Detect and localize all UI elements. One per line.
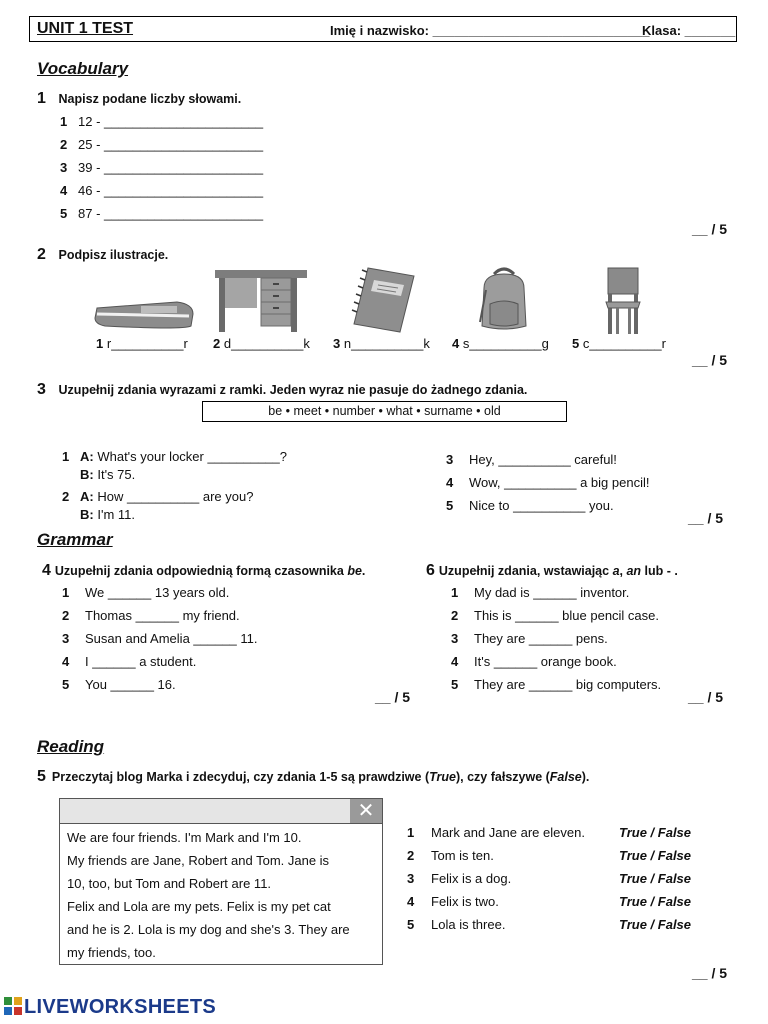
list-item[interactable]: 2 This is ______ blue pencil case.: [451, 608, 660, 623]
label-item-3[interactable]: 3 n__________k: [333, 336, 430, 351]
list-item[interactable]: 2 Thomas ______ my friend.: [62, 608, 240, 623]
list-item[interactable]: 5 They are ______ big computers.: [451, 677, 662, 692]
page-title: UNIT 1 TEST: [37, 20, 134, 37]
exercise-number: 2: [37, 246, 46, 263]
exercise-1-list: [60, 110, 263, 225]
name-field-label[interactable]: Imię i nazwisko: ______________________________: [330, 23, 650, 38]
list-item[interactable]: 5 87 - ______________________: [60, 206, 264, 221]
list-item: 1 Mark and Jane are eleven.: [407, 825, 585, 840]
true-false-choice[interactable]: True / False: [619, 825, 692, 840]
ex3-left-item-2[interactable]: 2 A: How __________ are you? B: I'm 11.: [62, 489, 254, 522]
true-false-choice[interactable]: True / False: [619, 848, 692, 863]
schoolbag-icon: [476, 264, 532, 334]
score: __ / 5: [688, 510, 724, 526]
exercise-number: 3: [37, 381, 46, 398]
list-item: 2 Tom is ten.: [407, 848, 494, 863]
list-item[interactable]: 4 It's ______ orange book.: [451, 654, 617, 669]
close-icon[interactable]: ✕: [350, 799, 382, 823]
exercise-number: 1: [37, 90, 46, 107]
list-item[interactable]: 3 39 - ______________________: [60, 160, 264, 175]
ex5-statements: [407, 821, 585, 936]
exercise-number: 6: [426, 562, 435, 579]
exercise-instruction: Napisz podane liczby słowami.: [58, 92, 242, 106]
ex3-left-item-1[interactable]: 1 A: What's your locker __________? B: It's 75.: [62, 449, 287, 482]
list-item[interactable]: 3 They are ______ pens.: [451, 631, 608, 646]
list-item[interactable]: 4 46 - ______________________: [60, 183, 264, 198]
true-false-choice[interactable]: True / False: [619, 894, 692, 909]
notebook-icon: [350, 266, 416, 334]
exercise-instruction: Uzupełnij zdania wyrazami z ramki. Jeden wyraz nie pasuje do żadnego zdania.: [58, 383, 528, 397]
score: __ / 5: [688, 689, 724, 705]
exercise-6-heading: 6 Uzupełnij zdania, wstawiając a, an lub - .: [426, 562, 678, 579]
list-item[interactable]: 4 I ______ a student.: [62, 654, 197, 669]
brand-name: LIVEWORKSHEETS: [24, 996, 216, 1018]
footer-brand: [4, 996, 216, 1019]
list-item[interactable]: 2 25 - ______________________: [60, 137, 264, 152]
true-false-choice[interactable]: True / False: [619, 917, 692, 932]
list-item[interactable]: 3 Hey, __________ careful!: [446, 452, 617, 467]
exercise-1-heading: [37, 90, 241, 108]
ex5-true-false-options: [619, 821, 691, 936]
list-item[interactable]: 5 You ______ 16.: [62, 677, 176, 692]
blog-window: [59, 798, 383, 965]
list-item: 3 Felix is a dog.: [407, 871, 512, 886]
section-grammar: Grammar: [37, 530, 113, 549]
list-item: 4 Felix is two.: [407, 894, 499, 909]
exercise-number: 4: [42, 562, 51, 579]
section-vocabulary: Vocabulary: [37, 59, 129, 78]
score: __ / 5: [692, 221, 728, 237]
list-item[interactable]: 1 12 - ______________________: [60, 114, 264, 129]
label-item-1[interactable]: 1 r__________r: [96, 336, 188, 351]
ex3-right-list: [446, 448, 649, 517]
liveworksheets-logo-icon: [4, 997, 22, 1015]
score: __ / 5: [692, 965, 728, 981]
exercise-3-heading: [37, 381, 527, 399]
exercise-instruction: Podpisz ilustracje.: [58, 248, 169, 262]
exercise-number: 5: [37, 768, 46, 785]
class-field-label[interactable]: Klasa: _______: [642, 23, 736, 38]
true-false-choice[interactable]: True / False: [619, 871, 692, 886]
label-item-5[interactable]: 5 c__________r: [572, 336, 666, 351]
exercise-2-heading: [37, 246, 168, 264]
list-item[interactable]: 1 We ______ 13 years old.: [62, 585, 230, 600]
exercise-4-list: [62, 581, 258, 696]
list-item[interactable]: 4 Wow, __________ a big pencil!: [446, 475, 650, 490]
chair-icon: [604, 266, 642, 336]
word-box: be • meet • number • what • surname • old: [202, 401, 567, 422]
list-item[interactable]: 5 Nice to __________ you.: [446, 498, 614, 513]
label-item-4[interactable]: 4 s__________g: [452, 336, 549, 351]
header-box: [29, 16, 737, 42]
desk-icon: [213, 268, 309, 334]
score: __ / 5: [692, 352, 728, 368]
list-item: 5 Lola is three.: [407, 917, 506, 932]
section-reading: Reading: [37, 737, 105, 756]
list-item[interactable]: 1 My dad is ______ inventor.: [451, 585, 630, 600]
label-item-2[interactable]: 2 d__________k: [213, 336, 310, 351]
exercise-4-heading: 4 Uzupełnij zdania odpowiednią formą czasownika be.: [42, 562, 366, 579]
blog-title-bar: [60, 799, 382, 824]
score: __ / 5: [375, 689, 411, 705]
blog-text: We are four friends. I'm Mark and I'm 10. My friends are Jane, Robert and Tom. Jane is 10, too, but Tom and Robert are 11. Felix and Lola are my pets. Felix is my pet cat and he is 2. Lola is my dog and she's 3. They are my friends, too.: [67, 830, 350, 960]
list-item[interactable]: 3 Susan and Amelia ______ 11.: [62, 631, 258, 646]
exercise-6-list: [451, 581, 661, 696]
pencil-case-icon: [93, 296, 197, 334]
exercise-5-heading: 5 Przeczytaj blog Marka i zdecyduj, czy zdania 1-5 są prawdziwe (True), czy fałszywe (False).: [37, 768, 590, 785]
